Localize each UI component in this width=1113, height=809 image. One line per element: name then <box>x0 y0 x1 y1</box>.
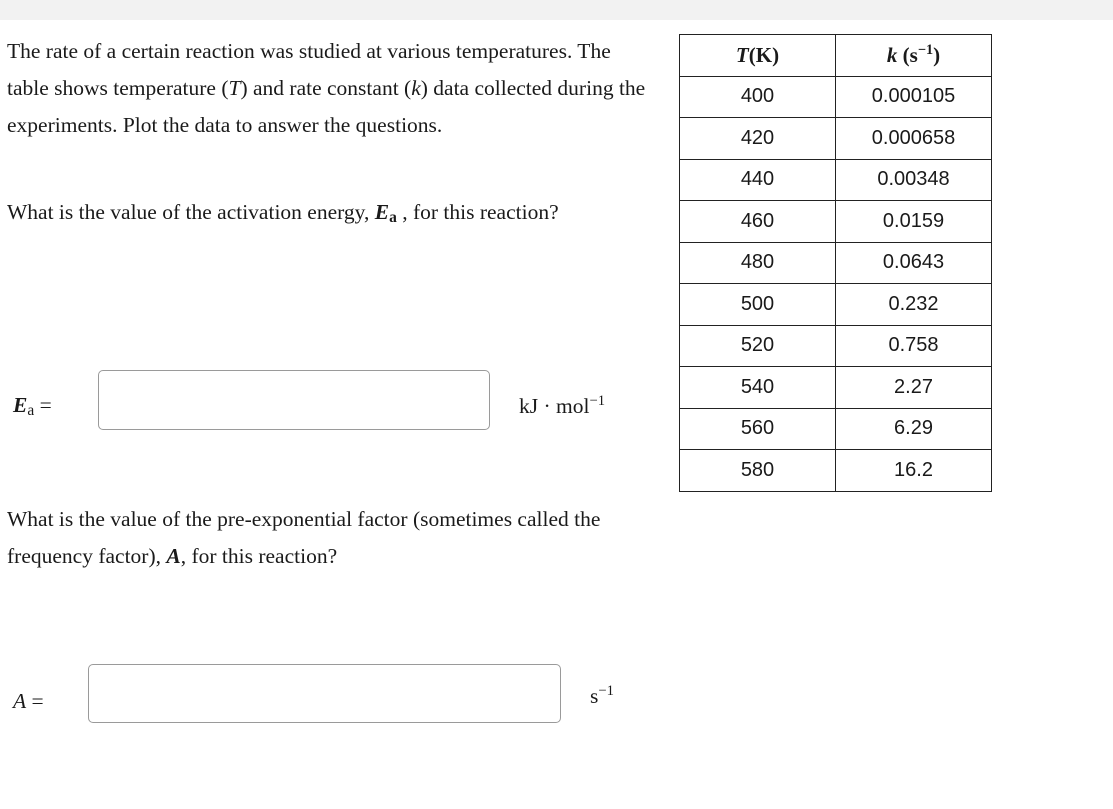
q1-text-2: , for this reaction? <box>396 200 559 224</box>
q1-text-1: What is the value of the activation energy, <box>7 200 375 224</box>
table-row <box>680 242 992 284</box>
table-row <box>680 325 992 367</box>
cell-rate-constant: 0.758 <box>836 325 992 367</box>
cell-temperature: 520 <box>680 325 836 367</box>
cell-rate-constant: 2.27 <box>836 367 992 409</box>
ea-unit-exp: −1 <box>589 392 606 409</box>
question-activation-energy <box>7 194 567 233</box>
cell-temperature: 420 <box>680 118 836 160</box>
a-label-var: A <box>13 689 27 713</box>
header-k-var: k <box>886 42 898 67</box>
table-row <box>680 367 992 409</box>
header-k-unit-exp: −1 <box>917 41 934 58</box>
a-answer-input[interactable] <box>88 664 561 723</box>
cell-temperature: 500 <box>680 284 836 326</box>
a-label <box>13 686 44 716</box>
table-row <box>680 159 992 201</box>
data-table <box>679 34 992 492</box>
header-k-unit-close: ) <box>933 42 941 67</box>
cell-temperature: 480 <box>680 242 836 284</box>
table-row <box>680 118 992 160</box>
ea-label-sub: a <box>27 402 35 420</box>
ea-label-eq: = <box>34 393 52 417</box>
header-temperature <box>680 35 836 77</box>
intro-text-3: ) data collected during the experiments. Plot the data to answer the questions. <box>7 76 646 137</box>
a-unit-text: s <box>590 684 599 708</box>
table-row <box>680 76 992 118</box>
cell-temperature: 560 <box>680 408 836 450</box>
cell-temperature: 540 <box>680 367 836 409</box>
cell-temperature: 580 <box>680 450 836 492</box>
a-unit <box>590 681 614 714</box>
top-bar <box>0 0 1113 20</box>
problem-intro <box>7 33 647 144</box>
table-row <box>680 201 992 243</box>
cell-rate-constant: 0.232 <box>836 284 992 326</box>
q2-text-1: What is the value of the pre-exponential factor (sometimes called the frequency factor), <box>7 507 601 568</box>
question-pre-exponential <box>7 501 647 575</box>
intro-text-1: The rate of a certain reaction was studied at various temperatures. The table shows temperature ( <box>7 39 611 100</box>
cell-temperature: 440 <box>680 159 836 201</box>
header-k-unit-open: (s <box>897 42 918 67</box>
cell-rate-constant: 0.000105 <box>836 76 992 118</box>
table-header-row <box>680 35 992 77</box>
a-label-eq: = <box>26 689 44 713</box>
cell-rate-constant: 6.29 <box>836 408 992 450</box>
q2-var: A <box>166 544 181 568</box>
q1-var: E <box>374 200 390 224</box>
cell-rate-constant: 0.0159 <box>836 201 992 243</box>
q1-sub: a <box>389 209 397 227</box>
table-row <box>680 284 992 326</box>
cell-temperature: 400 <box>680 76 836 118</box>
a-unit-exp: −1 <box>598 682 614 699</box>
intro-var-t: T <box>228 76 241 100</box>
intro-var-k: k <box>411 76 421 100</box>
cell-rate-constant: 0.0643 <box>836 242 992 284</box>
header-rate-constant <box>836 35 992 77</box>
header-t-var: T <box>735 42 749 67</box>
table-row <box>680 408 992 450</box>
cell-temperature: 460 <box>680 201 836 243</box>
intro-text-2: ) and rate constant ( <box>240 76 412 100</box>
q2-text-2: , for this reaction? <box>180 544 338 568</box>
cell-rate-constant: 16.2 <box>836 450 992 492</box>
ea-unit <box>519 391 605 424</box>
ea-answer-input[interactable] <box>98 370 490 430</box>
ea-label-var: E <box>13 393 28 417</box>
table-row <box>680 450 992 492</box>
cell-rate-constant: 0.000658 <box>836 118 992 160</box>
cell-rate-constant: 0.00348 <box>836 159 992 201</box>
ea-label <box>13 390 52 423</box>
ea-unit-text: kJ · mol <box>519 394 590 418</box>
header-t-unit: (K) <box>748 42 780 67</box>
